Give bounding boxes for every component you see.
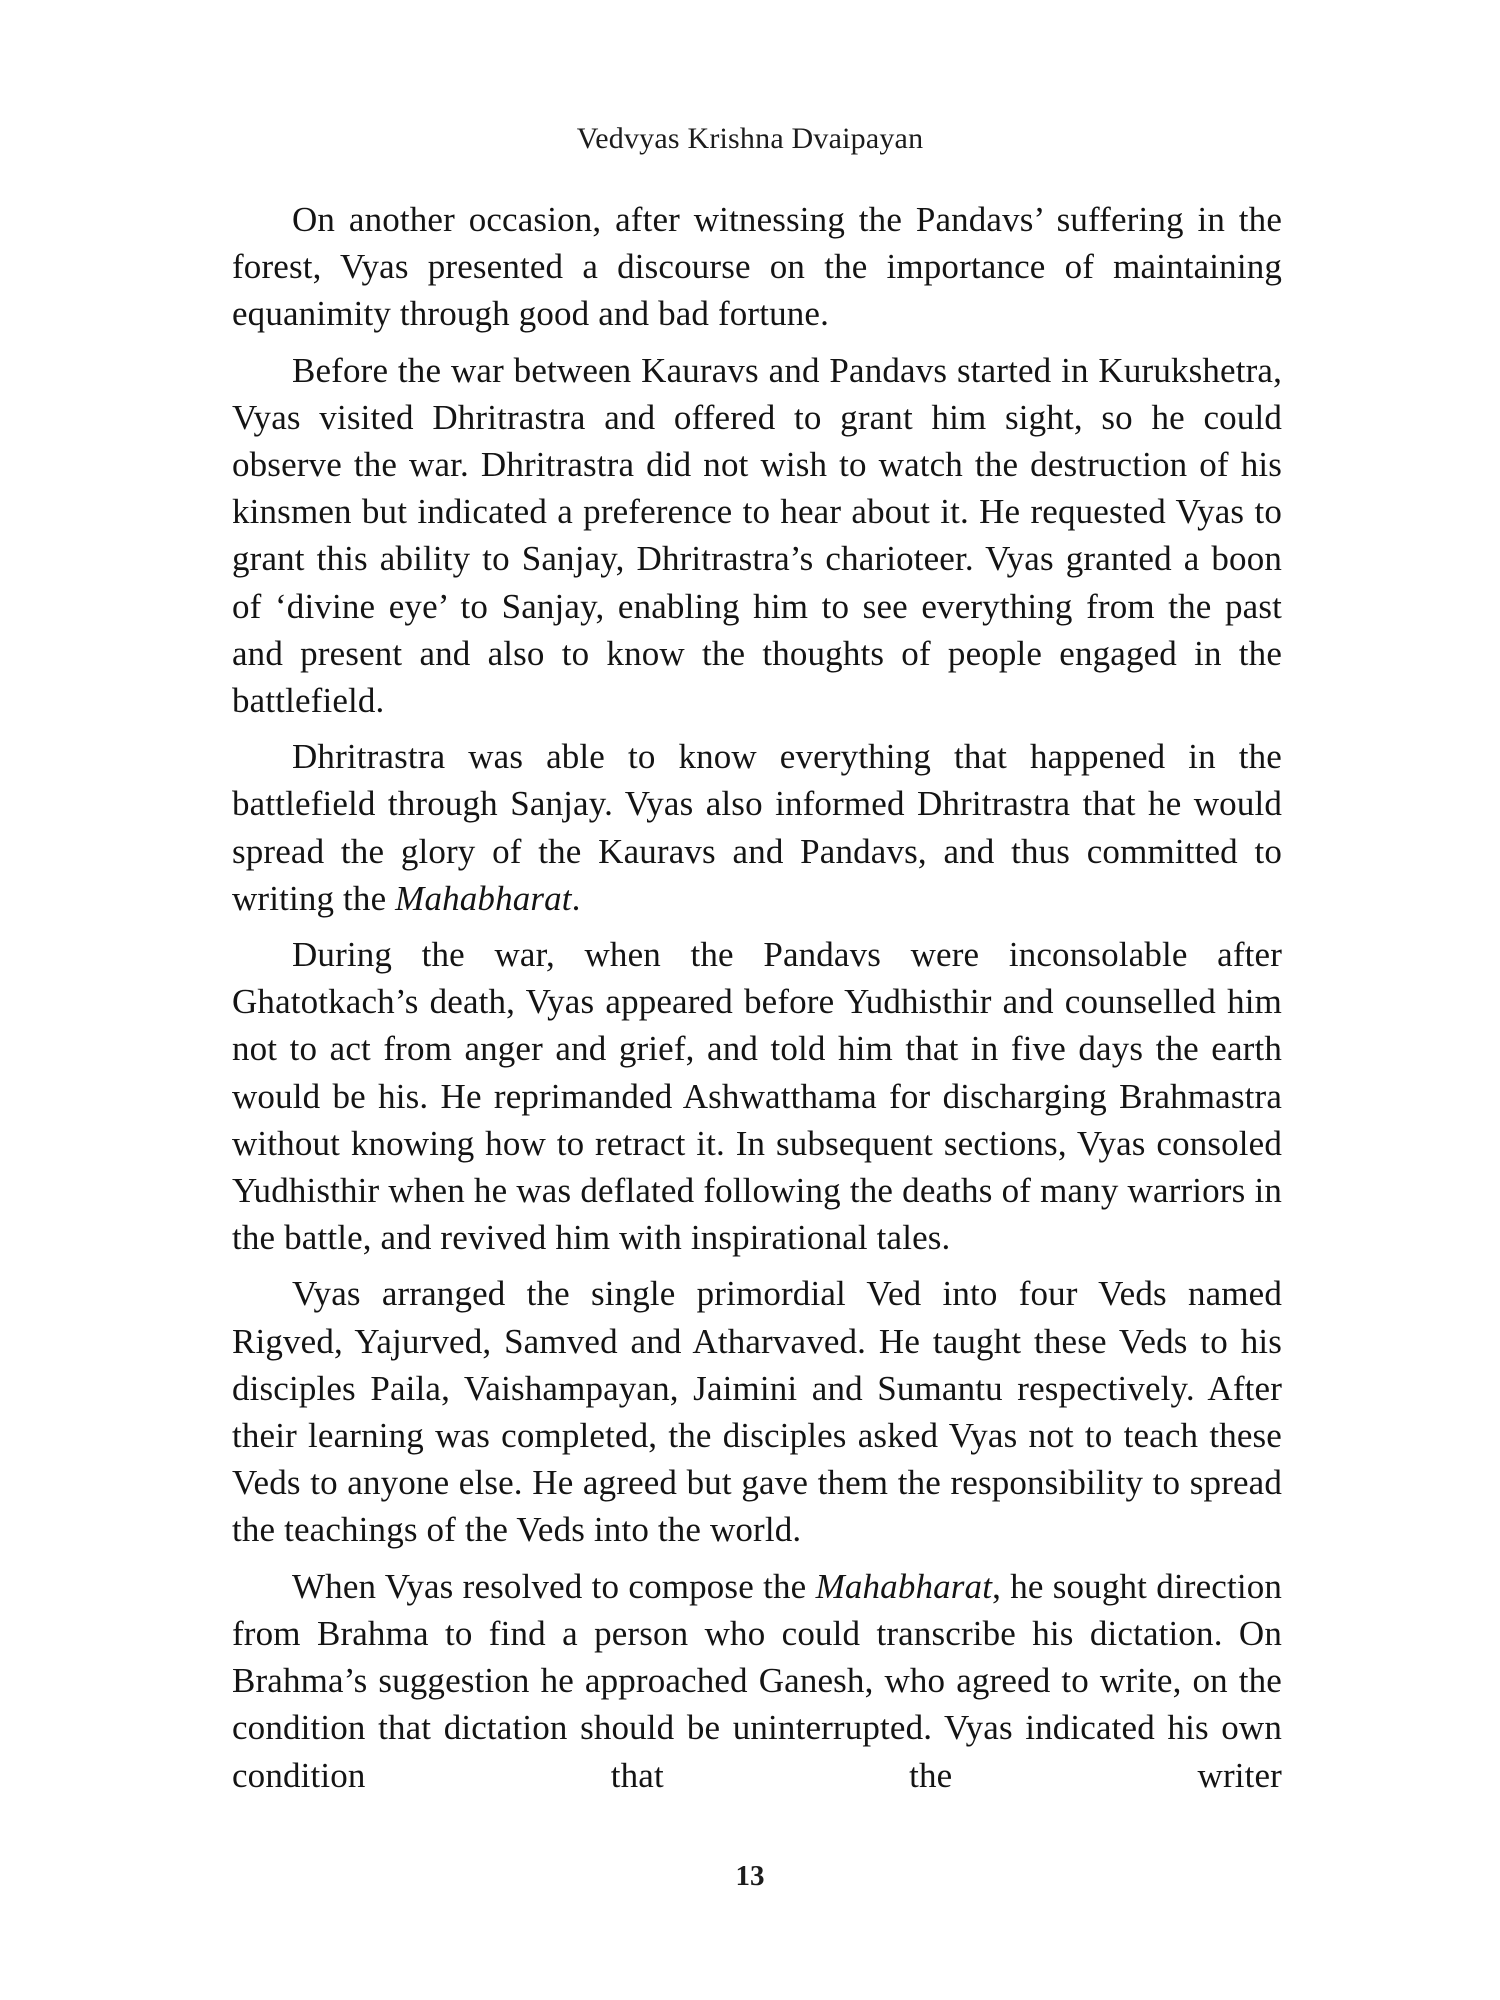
paragraph-text: . (571, 878, 581, 918)
book-title: Mahabharat (815, 1566, 993, 1606)
paragraph (232, 733, 1282, 922)
paragraph-text: When Vyas resolved to compose the (292, 1566, 816, 1606)
page-number: 13 (735, 1860, 765, 1892)
paragraph: During the war, when the Pandavs were inconsolable after Ghatotkach’s death, Vyas appeared before Yudhisthir and counselled him not to act from anger and grief, and told him that in five days the earth would be his. He reprimanded Ashwatthama for discharging Brahmastra without knowing how to retract it. In subsequent sections, Vyas consoled Yudhisthir when he was deflated following the deaths of many warriors in the battle, and revived him with inspirational tales. (232, 935, 1282, 1258)
paragraph: Before the war between Kauravs and Pandavs started in Kurukshetra, Vyas visited Dhritrastra and offered to grant him sight, so he could observe the war. Dhritrastra did not wish to watch the destruction of his kinsmen but indicated a preference to hear about it. He requested Vyas to grant this ability to Sanjay, Dhritrastra’s charioteer. Vyas granted a boon of ‘divine eye’ to Sanjay, enabling him to see everything from the past and present and also to know the thoughts of people engaged in the battlefield. (232, 350, 1282, 721)
paragraph: Vyas arranged the single primordial Ved into four Veds named Rigved, Yajurved, Samved and Atharvaved. He taught these Veds to his disciples Paila, Vaishampayan, Jaimini and Sumantu respectively. After their learning was completed, the disciples asked Vyas not to teach these Veds to anyone else. He agreed but gave them the responsibility to spread the teachings of the Veds into the world. (232, 1274, 1282, 1550)
paragraph (232, 1563, 1282, 1799)
book-title: Mahabharat (395, 878, 572, 918)
paragraph: On another occasion, after witnessing the Pandavs’ suffering in the forest, Vyas presented a discourse on the importance of maintaining equanimity through good and bad fortune. (232, 200, 1282, 334)
paragraph-text: , he sought direction from Brahma to find a person who could transcribe his dictation. On Brahma’s suggestion he approached Ganesh, who agreed to write, on the condition that dictation should be uninterrupted. Vyas indicated his own condition that the writer (232, 1566, 1282, 1795)
running-head: Vedvyas Krishna Dvaipayan (576, 122, 924, 155)
body-text (232, 196, 1282, 1808)
paragraph-text: Dhritrastra was able to know everything that happened in the battlefield through Sanjay. Vyas also informed Dhritrastra that he would spread the glory of the Kauravs and Pandavs, and thus committed to writing the (232, 737, 1282, 918)
